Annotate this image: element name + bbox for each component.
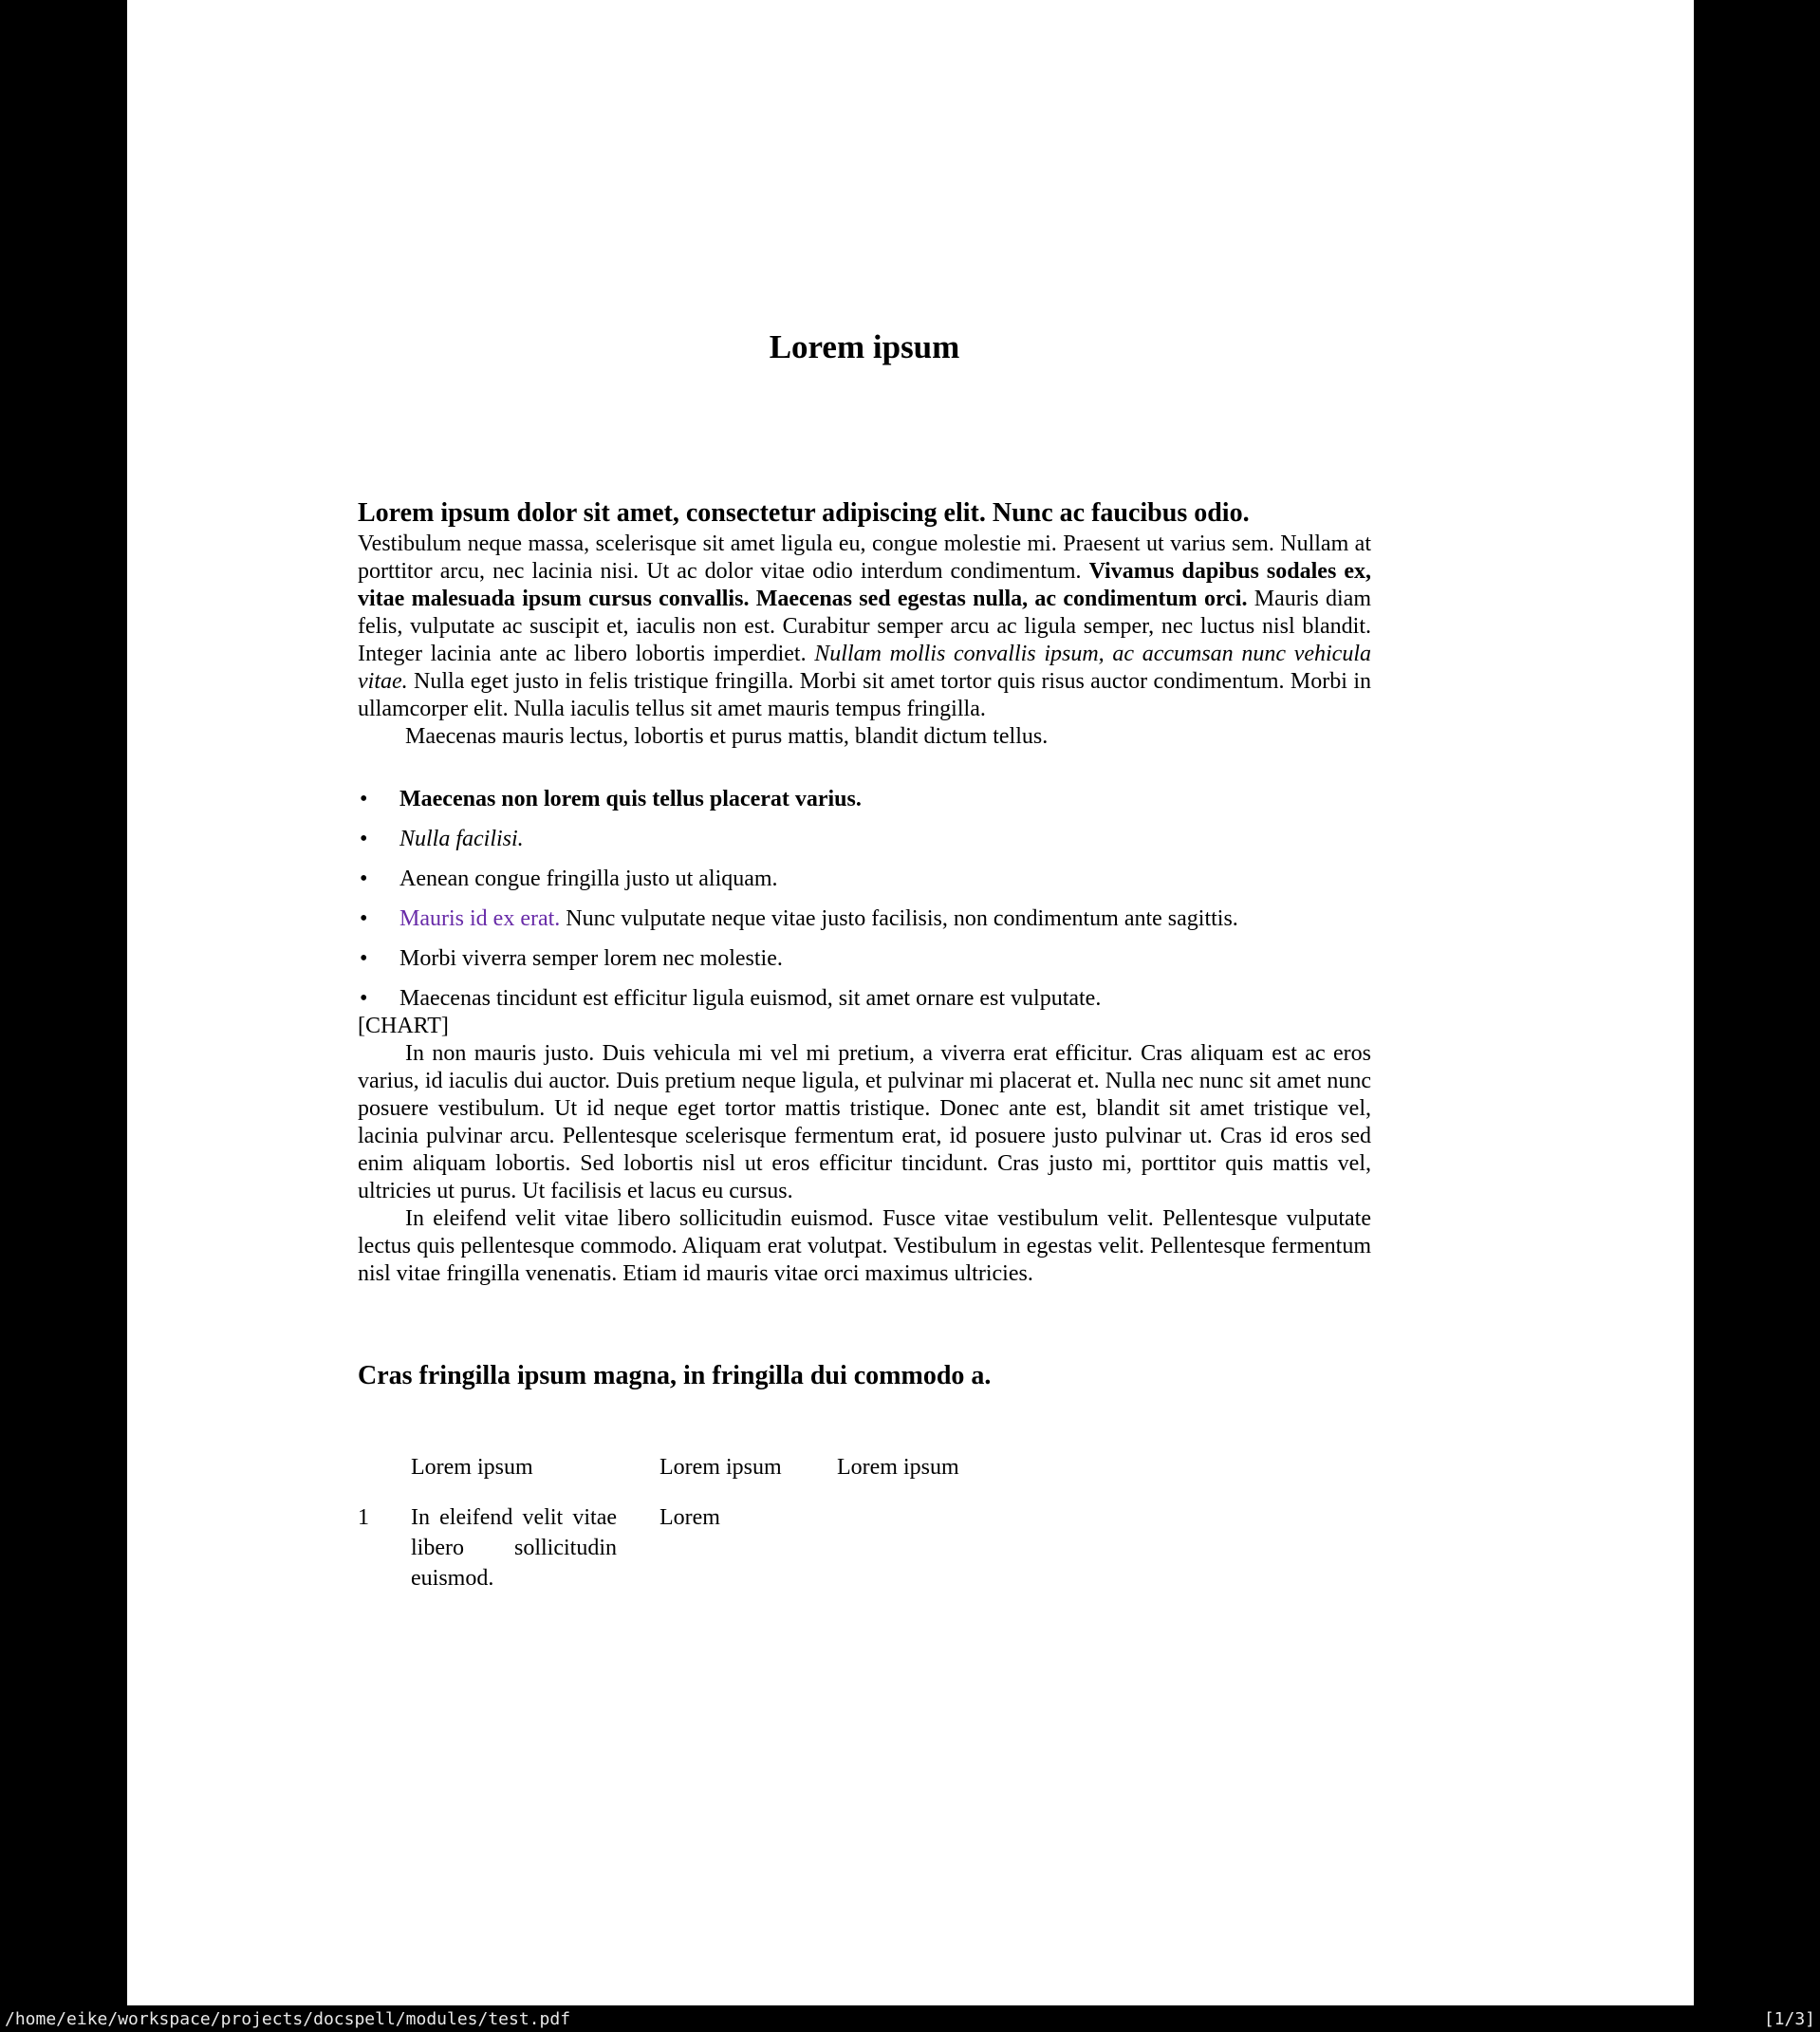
text-segment: Vestibulum neque massa, scelerisque sit amet ligula eu, congue molestie mi. Praesent ut varius sem. Nullam at porttitor arcu, nec lacinia nisi. Ut ac dolor vitae odio interdum condimentum. [358, 531, 1371, 584]
page-indicator: [1/3] [1763, 2008, 1815, 2029]
list-item [358, 786, 1371, 813]
pdf-page [127, 0, 1694, 2005]
text-segment: Maecenas tincidunt est efficitur ligula euismod, sit amet ornare est vulputate. [399, 986, 1102, 1011]
text-segment: Nulla eget justo in felis tristique fringilla. Morbi sit amet tortor quis risus auctor condimentum. Morbi in ullamcorper elit. Nulla iaculis tellus sit amet mauris tempus fringilla. [358, 669, 1371, 721]
text-segment: Maecenas non lorem quis tellus placerat varius. [399, 787, 862, 811]
text-segment: Morbi viverra semper lorem nec molestie. [399, 946, 783, 971]
list-item [358, 866, 1371, 893]
status-bar [0, 2005, 1820, 2032]
chart-placeholder: [CHART] [358, 1014, 449, 1038]
paragraph-body-2: In eleifend velit vitae libero sollicitudin euismod. Fusce vitae vestibulum velit. Pellentesque vulputate lectus quis pellentesque commodo. Aliquam erat volutpat. Vestibulum in egestas velit. Pellentesque fermentum nisl vitae fringilla venenatis. Etiam id mauris vitae orci maximus ultricies. [358, 1206, 1371, 1286]
table-cell: Lorem [659, 1505, 720, 1530]
list-item [358, 945, 1371, 973]
text-segment: Mauris diam felis, vulputate ac suscipit et, iaculis non est. Curabitur semper arcu ac ligula semper, nec luctus nisl blandit. Integer lacinia ante ac libero lobortis imperdiet. [358, 587, 1371, 666]
table-header-cell: Lorem ipsum [411, 1455, 533, 1480]
file-path: /home/eike/workspace/projects/docspell/modules/test.pdf [5, 2008, 571, 2029]
text-segment: Aenean congue fringilla justo ut aliquam. [399, 867, 778, 891]
list-item [358, 985, 1371, 1013]
paragraph-body-1: In non mauris justo. Duis vehicula mi vel mi pretium, a viverra erat efficitur. Cras aliquam est ac eros varius, id iaculis dui auctor. Duis pretium neque ligula, et pulvinar mi placerat et. Nulla nec nunc sit amet nunc posuere vestibulum. Ut id neque eget tortor mattis tristique. Donec ante est, blandit sit amet tristique vel, lacinia pulvinar arcu. Pellentesque scelerisque fermentum erat, id posuere justo pulvinar ut. Cras id eros sed enim aliquam lobortis. Sed lobortis nisl ut eros efficitur tincidunt. Cras justo mi, porttitor quis mattis vel, ultricies ut purus. Ut facilisis et lacus eu cursus. [358, 1041, 1371, 1203]
list-item [358, 905, 1371, 933]
document-content [358, 0, 1371, 1594]
paragraph-intro [358, 531, 1371, 723]
section-heading-2: Cras fringilla ipsum magna, in fringilla dui commodo a. [358, 1361, 992, 1390]
document-link[interactable]: Mauris id ex erat. [399, 906, 561, 931]
table-header-cell: Lorem ipsum [837, 1455, 959, 1480]
table-row-number: 1 [358, 1505, 369, 1530]
section-heading-1: Lorem ipsum dolor sit amet, consectetur adipiscing elit. Nunc ac faucibus odio. [358, 498, 1250, 528]
paragraph-standalone: Maecenas mauris lectus, lobortis et purus mattis, blandit dictum tellus. [405, 724, 1049, 749]
table-cell [837, 1502, 1077, 1594]
text-segment: Nullam mollis convallis ipsum, ac accumsan nunc vehicula vitae. [358, 642, 1371, 694]
bullet-list [358, 786, 1371, 1013]
text-segment: Vivamus dapibus sodales ex, vitae malesuada ipsum cursus convallis. Maecenas sed egestas nulla, ac condimentum orci. [358, 559, 1372, 611]
document-table [358, 1452, 1371, 1594]
list-item [358, 826, 1371, 853]
table-header-cell: Lorem ipsum [659, 1455, 782, 1480]
text-segment: Nunc vulputate neque vitae justo facilisis, non condimentum ante sagittis. [560, 906, 1238, 931]
text-segment: Nulla facilisi. [399, 827, 524, 851]
table-cell: In eleifend velit vitae libero sollicitudin euismod. [411, 1505, 617, 1591]
document-title: Lorem ipsum [769, 328, 960, 365]
